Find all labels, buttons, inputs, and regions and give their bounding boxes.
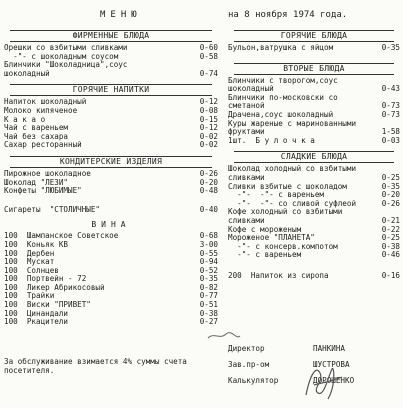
menu-item bbox=[228, 272, 400, 281]
menu-item bbox=[228, 128, 400, 137]
item-name: Бульон,ватрушка с яйцом bbox=[228, 44, 334, 52]
menu-item bbox=[4, 170, 218, 179]
item-price: 0-35 bbox=[381, 43, 400, 52]
menu-item bbox=[4, 318, 218, 327]
ink-scribble-icon bbox=[206, 330, 242, 342]
menu-item bbox=[228, 226, 400, 235]
item-name: 100 Трайки bbox=[4, 292, 55, 301]
item-name: Конфеты "ЛЮБИМЫЕ" bbox=[4, 187, 82, 196]
item-price: 0-08 bbox=[199, 105, 218, 115]
item-price: 0-35 bbox=[199, 274, 218, 284]
item-price: 0-43 bbox=[381, 84, 400, 94]
item-price: 0-38 bbox=[199, 308, 218, 318]
item-price: 0-55 bbox=[199, 248, 218, 258]
item-price: 0-12 bbox=[199, 123, 218, 133]
item-name: Кофе с мороженым bbox=[228, 225, 302, 234]
handwritten-signature-icon bbox=[298, 355, 348, 405]
item-name: фруктами bbox=[228, 128, 265, 137]
menu-item bbox=[4, 141, 218, 150]
item-name: Блинчики по-московски со bbox=[228, 93, 338, 102]
item-name: 1шт. Б у л о ч к а bbox=[228, 136, 315, 145]
menu-item bbox=[228, 208, 400, 217]
menu-item bbox=[4, 70, 218, 79]
menu-item bbox=[4, 124, 218, 133]
item-price: 0-58 bbox=[199, 51, 218, 61]
item-name: сливками bbox=[228, 216, 265, 225]
service-charge-note: За обслуживание взимается 4% суммы счета посетителя. bbox=[4, 357, 187, 375]
item-name: Пирожное шоколадное bbox=[4, 169, 91, 178]
item-price: 0-35 bbox=[381, 181, 400, 191]
section-title-hot-dishes: ГОРЯЧИЕ БЛЮДА bbox=[234, 30, 394, 42]
menu-item bbox=[228, 200, 400, 209]
menu-item bbox=[228, 183, 400, 192]
item-price: 0-22 bbox=[381, 224, 400, 234]
item-name: Мороженое "ПЛАНЕТА" bbox=[228, 234, 315, 243]
item-price: 0-74 bbox=[199, 68, 218, 78]
item-price: 0-03 bbox=[381, 135, 400, 145]
staff-role: Калькулятор bbox=[228, 376, 279, 385]
item-name: Чай без сахара bbox=[4, 132, 69, 141]
item-price: 0-60 bbox=[199, 43, 218, 52]
item-name: Сливки взбитые с шоколадом bbox=[228, 182, 347, 191]
menu-item bbox=[228, 165, 400, 174]
item-name: Орешки со взбитыми сливками bbox=[4, 44, 128, 52]
item-name: 100 Цинандали bbox=[4, 309, 69, 318]
menu-item bbox=[228, 174, 400, 183]
item-name: Напиток шоколадный bbox=[4, 98, 87, 107]
section-main-dishes bbox=[228, 63, 400, 146]
item-price: 0-46 bbox=[381, 250, 400, 260]
menu-item bbox=[4, 267, 218, 276]
item-name: 100 Солнцев bbox=[4, 266, 59, 275]
item-name: Шоколад "ЛЕЗИ" bbox=[4, 178, 69, 187]
item-price: 0-82 bbox=[199, 282, 218, 292]
section-title-main-dishes: ВТОРЫЕ БЛЮДА bbox=[234, 63, 394, 75]
item-price: 0-12 bbox=[199, 97, 218, 107]
item-price: 0-21 bbox=[381, 215, 400, 225]
menu-item bbox=[4, 61, 218, 70]
menu-item bbox=[228, 137, 400, 146]
item-price: 0-15 bbox=[199, 114, 218, 124]
item-price: 0-16 bbox=[381, 270, 400, 280]
menu-item bbox=[4, 116, 218, 125]
item-price: 0-52 bbox=[199, 265, 218, 275]
item-name: 100 Портвейн - 72 bbox=[4, 275, 87, 284]
item-name: Чай с вареньем bbox=[4, 124, 69, 133]
item-name: 100 Ркацители bbox=[4, 318, 69, 327]
item-name: Шоколад холодный со взбитыми bbox=[228, 165, 357, 174]
menu-item bbox=[228, 77, 400, 86]
item-name: Сахар ресторанный bbox=[4, 141, 82, 150]
item-name: 100 Мускат bbox=[4, 258, 55, 267]
menu-item bbox=[228, 111, 400, 120]
item-name: сливками bbox=[228, 173, 265, 182]
menu-item bbox=[228, 44, 400, 53]
item-name: -"- с шоколадным соусом bbox=[4, 52, 119, 61]
item-price: 0-51 bbox=[199, 300, 218, 310]
item-name: -"- -"- с вареньем bbox=[228, 191, 325, 200]
item-name: К а к а о bbox=[4, 115, 46, 124]
item-name: 200 Напиток из сиропа bbox=[228, 271, 329, 280]
menu-item bbox=[4, 292, 218, 301]
item-price: 0-48 bbox=[199, 186, 218, 196]
item-price: 0-20 bbox=[381, 190, 400, 200]
item-name: шоколадный bbox=[228, 85, 274, 94]
menu-item bbox=[4, 301, 218, 310]
menu-item bbox=[4, 179, 218, 188]
staff-row bbox=[228, 345, 400, 353]
section-title-desserts: СЛАДКИЕ БЛЮДА bbox=[234, 151, 394, 163]
menu-item bbox=[4, 275, 218, 284]
cigarettes-row bbox=[4, 206, 218, 215]
item-name: -"- -"- со сливой суфлеой bbox=[228, 199, 357, 208]
menu-item bbox=[228, 102, 400, 111]
item-price: 0-25 bbox=[381, 233, 400, 243]
syrup-drink-row bbox=[228, 272, 400, 281]
item-price: 0-38 bbox=[381, 241, 400, 251]
staff-name: ШУСТРОВА bbox=[313, 360, 350, 369]
item-name: Драчена,соус шоколадный bbox=[228, 110, 334, 119]
menu-item bbox=[4, 187, 218, 196]
item-price: 0-40 bbox=[199, 204, 218, 214]
item-name: -"- с вареньем bbox=[228, 251, 302, 260]
menu-item bbox=[228, 234, 400, 243]
menu-item bbox=[4, 133, 218, 142]
section-hot-drinks bbox=[4, 84, 218, 150]
menu-item bbox=[4, 44, 218, 53]
item-price: 0-27 bbox=[199, 317, 218, 327]
menu-item bbox=[4, 53, 218, 62]
item-name: 100 Виски "ПРИВЕТ" bbox=[4, 301, 91, 310]
section-wines bbox=[4, 220, 218, 327]
item-price: 0-25 bbox=[381, 172, 400, 182]
menu-item bbox=[228, 217, 400, 226]
section-title-signature: ФИРМЕННЫЕ БЛЮДА bbox=[10, 30, 212, 42]
right-column bbox=[228, 30, 400, 286]
item-price: 0-73 bbox=[381, 101, 400, 111]
menu-item bbox=[4, 98, 218, 107]
menu-item bbox=[4, 258, 218, 267]
item-price: 0-26 bbox=[381, 198, 400, 208]
menu-date: на 8 ноября 1974 года. bbox=[228, 10, 348, 20]
item-price: 0-02 bbox=[199, 140, 218, 150]
item-name: сметаной bbox=[228, 102, 265, 111]
section-title-hot-drinks: ГОРЯЧИЕ НАПИТКИ bbox=[10, 84, 212, 96]
menu-item bbox=[228, 85, 400, 94]
item-price: 0-02 bbox=[199, 131, 218, 141]
item-price: 0-20 bbox=[199, 177, 218, 187]
menu-item bbox=[228, 251, 400, 260]
item-price: 0-94 bbox=[199, 257, 218, 267]
menu-item bbox=[4, 107, 218, 116]
section-hot-dishes bbox=[228, 30, 400, 53]
item-name: Сигареты "СТОЛИЧНЫЕ" bbox=[4, 205, 101, 214]
item-price: 0-73 bbox=[381, 109, 400, 119]
staff-name: ПАНКИНА bbox=[313, 344, 346, 353]
item-name: Куры жареные с маринованными bbox=[228, 119, 357, 128]
item-name: Блинчики "Шоколадница",соус bbox=[4, 61, 128, 70]
item-name: Кофе холодный со взбитыми bbox=[228, 208, 343, 217]
menu-item bbox=[4, 284, 218, 293]
section-title-wines: ВИНА bbox=[91, 220, 131, 230]
item-price: 0-26 bbox=[199, 168, 218, 178]
item-name: -"- с консерв.компотом bbox=[228, 242, 338, 251]
item-name: 100 Шампанское Советское bbox=[4, 232, 119, 241]
item-name: 100 Дербен bbox=[4, 249, 55, 258]
section-title-confectionery: КОНДИТЕРСКИЕ ИЗДЕЛИЯ bbox=[10, 156, 212, 168]
staff-name: ДОРОШЕНКО bbox=[313, 376, 355, 385]
item-name: Блинчики с творогом,соус bbox=[228, 76, 338, 85]
item-price: 3-00 bbox=[199, 239, 218, 249]
item-price: 1-58 bbox=[381, 127, 400, 137]
item-name: Молоко кипяченое bbox=[4, 106, 78, 115]
item-price: 0-77 bbox=[199, 291, 218, 301]
item-name: 100 Коньяк КВ bbox=[4, 240, 69, 249]
menu-item bbox=[228, 120, 400, 129]
section-desserts bbox=[228, 151, 400, 260]
menu-item bbox=[4, 310, 218, 319]
item-name: 100 Ликер Абрикосовый bbox=[4, 283, 105, 292]
staff-role: Директор bbox=[228, 344, 265, 353]
staff-role: Зав.пр-ом bbox=[228, 360, 270, 369]
item-name: шоколадный bbox=[4, 69, 50, 78]
menu-item bbox=[228, 94, 400, 103]
menu-title: МЕНЮ bbox=[100, 10, 142, 20]
menu-item bbox=[4, 206, 218, 215]
menu-item bbox=[228, 243, 400, 252]
section-confectionery bbox=[4, 156, 218, 196]
menu-item bbox=[4, 232, 218, 241]
item-price: 0-68 bbox=[199, 231, 218, 241]
left-column bbox=[4, 30, 218, 333]
menu-item bbox=[228, 191, 400, 200]
section-signature bbox=[4, 30, 218, 78]
menu-item bbox=[4, 241, 218, 250]
menu-item bbox=[4, 250, 218, 259]
